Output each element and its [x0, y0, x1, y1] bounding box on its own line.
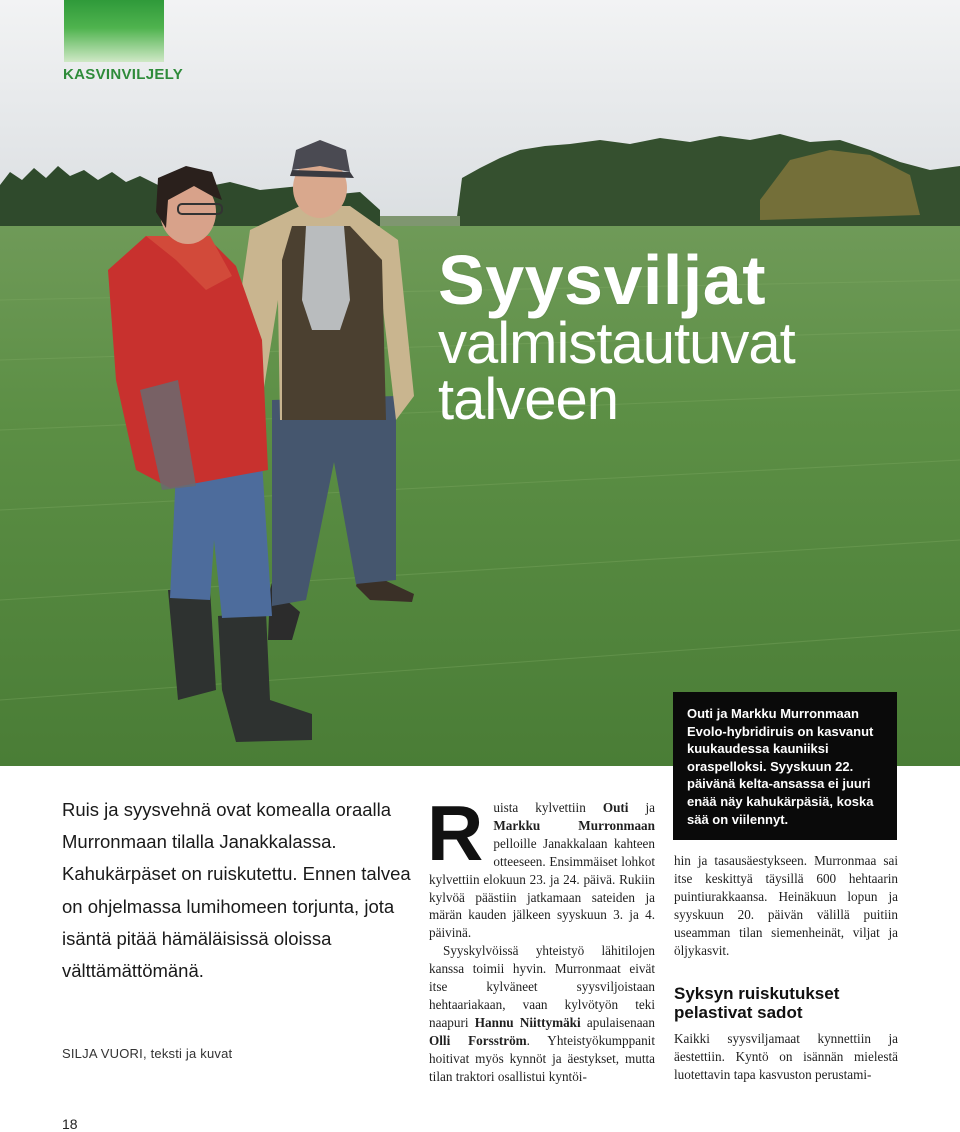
body-text: pelloille Janakkalaan kahteen otteeseen. Ensimmäiset lohkot kylvettiin elokuun 23. ja 24. päivä. Rukiin kylvöä päästiin jatkamaan sateiden ja märän kauden jälkeen syyskuun 3. ja 4. päivinä. — [429, 835, 655, 941]
headline-main: Syysviljat — [438, 241, 766, 319]
body-paragraph-4: Kaikki syysviljamaat kynnettiin ja äestettiin. Kyntö on isännän mielestä luotettavin tapa kasvuston perustami- — [674, 1031, 898, 1082]
body-text: ja — [628, 800, 655, 815]
section-color-block — [64, 0, 164, 62]
body-paragraph-3: hin ja tasausäestykseen. Murronmaa sai itse keskittyä täysillä 600 hehtaarin puintiurakkaansa. Heinäkuun lopun ja syyskuun 20. päivän välillä puitiin useamman tilan siemenheinät, viljat ja öljykasvit. — [674, 853, 898, 958]
photo-caption: Outi ja Markku Murronmaan Evolo-hybridiruis on kasvanut kuukaudessa kauniiksi oraspelloksi. Syyskuun 22. päivänä kelta-ansassa ei juuri enää näy kahukärpäsiä, koska sää on viilennyt. — [673, 692, 897, 840]
byline: SILJA VUORI, teksti ja kuvat — [62, 1046, 233, 1061]
body-text: apulaisenaan — [580, 1014, 655, 1030]
body-paragraph-2 — [429, 942, 655, 1085]
headline-line-2: valmistautuvat — [438, 311, 795, 376]
person-name: Outi — [602, 800, 629, 815]
lead-paragraph: Ruis ja syysvehnä ovat komealla oraalla Murronmaan tilalla Janakkalassa. Kahukärpäset on ruiskutettu. Ennen talvea on ohjelmassa lumihomeen torjunta, jota isäntä pitää hämäläisissä oloissa välttämättömänä. — [62, 799, 411, 982]
headline-line-3: talveen — [438, 367, 619, 432]
body-text: . Yhteistyökumppanit hoitivat myös kynnöt ja äestykset, mutta tilan traktori osallistui kyntöi- — [429, 1032, 655, 1084]
person-name: Hannu Niittymäki — [474, 1014, 581, 1030]
body-column-1 — [427, 789, 655, 1086]
headline — [438, 241, 795, 432]
section-tag: KASVINVILJELY — [63, 66, 184, 83]
subheading: Syksyn ruiskutukset pelastivat sadot — [674, 984, 840, 1022]
person-name: Olli Forsström — [429, 1032, 527, 1048]
body-column-2-continued — [674, 1030, 898, 1084]
person-name: Markku Murronmaan — [493, 817, 655, 833]
page-number: 18 — [62, 1116, 78, 1132]
body-text: Syyskylvöissä yhteistyö lähitilojen kanssa toimii hyvin. Murronmaat eivät itse kylväneet syysviljoistaan hehtaariakaan, vaan kylvötyön teki naapuri — [429, 943, 655, 1030]
dropcap: R — [427, 789, 484, 877]
body-paragraph-1 — [427, 789, 655, 942]
body-text: uista kylvettiin — [493, 800, 603, 815]
body-column-2 — [674, 852, 898, 959]
